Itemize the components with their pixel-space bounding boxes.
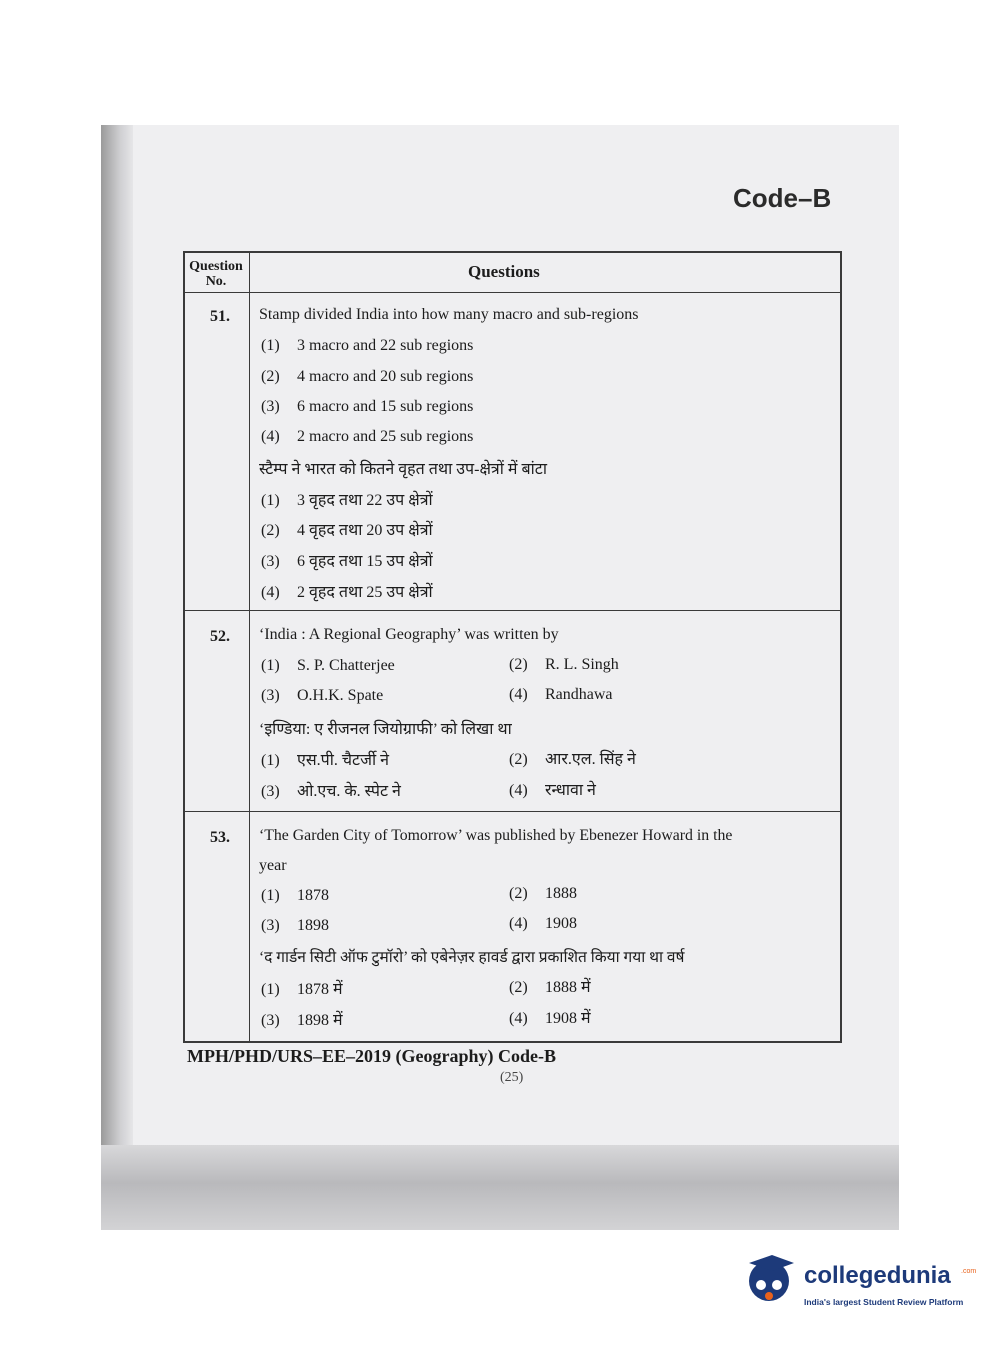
- option-number: (1): [261, 492, 280, 509]
- option-number: (3): [261, 917, 280, 934]
- option-number: (1): [261, 981, 280, 998]
- option-text: 1878 में: [297, 981, 343, 998]
- question-number: 51.: [210, 308, 230, 325]
- option: [261, 368, 473, 386]
- exam-footer: MPH/PHD/URS–EE–2019 (Geography) Code-B: [187, 1046, 556, 1066]
- question-number: 52.: [210, 628, 230, 645]
- option: [261, 687, 383, 705]
- option-number: (4): [509, 686, 528, 703]
- option-text: एस.पी. चैटर्जी ने: [297, 752, 390, 769]
- book-spine-shadow: [101, 125, 133, 1230]
- column-header-number-line1: Question: [189, 259, 243, 274]
- option: [509, 686, 613, 704]
- option-number: (3): [261, 398, 280, 415]
- option-hindi: [261, 779, 401, 801]
- option: [509, 915, 577, 933]
- option-text: 3 वृहद तथा 22 उप क्षेत्रों: [297, 492, 433, 509]
- option-hindi: [509, 975, 591, 997]
- option-hindi: [261, 549, 433, 571]
- option-hindi: [261, 1008, 343, 1030]
- option-text: S. P. Chatterjee: [297, 657, 395, 674]
- option-text: 1908: [545, 915, 577, 932]
- option-text: आर.एल. सिंह ने: [545, 751, 636, 768]
- option-text: 1888 में: [545, 979, 591, 996]
- option-text: रन्धावा ने: [545, 782, 596, 799]
- option-text: 3 macro and 22 sub regions: [297, 337, 474, 354]
- question-text-hindi: स्टैम्प ने भारत को कितने वृहत तथा उप-क्षेत्रों में बांटा: [259, 461, 547, 478]
- option-text: 6 macro and 15 sub regions: [297, 398, 474, 415]
- option: [261, 657, 395, 675]
- brand-tagline: India's largest Student Review Platform: [804, 1297, 964, 1307]
- row-divider: [185, 610, 840, 611]
- page-bottom-shadow: [101, 1145, 899, 1230]
- option-text: 4 वृहद तथा 20 उप क्षेत्रों: [297, 522, 433, 539]
- question-text: ‘The Garden City of Tomorrow’ was published by Ebenezer Howard in the: [259, 827, 733, 844]
- option-number: (2): [509, 751, 528, 768]
- option-number: (2): [509, 979, 528, 996]
- column-header-number: [184, 259, 248, 289]
- question-text-continued: year: [259, 857, 287, 874]
- option-text: 1888: [545, 885, 577, 902]
- option-hindi: [261, 977, 343, 999]
- option-hindi: [261, 748, 389, 770]
- paper-code: Code–B: [733, 183, 832, 213]
- question-text-hindi: ‘इण्डिया: ए रीजनल जियोग्राफी’ को लिखा था: [259, 721, 512, 738]
- option-number: (4): [509, 782, 528, 799]
- option-text: 2 macro and 25 sub regions: [297, 428, 474, 445]
- option-hindi: [509, 1006, 591, 1028]
- option-number: (1): [261, 752, 280, 769]
- option-text: 1898: [297, 917, 329, 934]
- column-header-questions: Questions: [468, 262, 540, 281]
- option-text: R. L. Singh: [545, 656, 619, 673]
- option-number: (3): [261, 553, 280, 570]
- option-hindi: [261, 488, 433, 510]
- option: [509, 656, 619, 674]
- option-number: (1): [261, 887, 280, 904]
- question-text: Stamp divided India into how many macro and sub-regions: [259, 306, 639, 323]
- option-text: ओ.एच. के. स्पेट ने: [297, 783, 401, 800]
- row-divider: [185, 811, 840, 812]
- option-number: (3): [261, 1012, 280, 1029]
- option-number: (1): [261, 657, 280, 674]
- option-number: (3): [261, 687, 280, 704]
- header-divider: [185, 292, 840, 293]
- option-text: O.H.K. Spate: [297, 687, 384, 704]
- option-hindi: [261, 518, 433, 540]
- option-text: 1878: [297, 887, 329, 904]
- page-number: (25): [500, 1070, 524, 1085]
- option-number: (4): [261, 428, 280, 445]
- column-divider: [249, 253, 250, 1041]
- option-number: (4): [261, 584, 280, 601]
- option-number: (4): [509, 915, 528, 932]
- option-text: Randhawa: [545, 686, 613, 703]
- option: [261, 917, 329, 935]
- question-text-hindi: ‘द गार्डन सिटी ऑफ टुमॉरो’ को एबेनेज़र हावर्ड द्वारा प्रकाशित किया गया था वर्ष: [259, 949, 685, 966]
- option-hindi: [509, 778, 596, 800]
- option-number: (2): [261, 368, 280, 385]
- option-hindi: [509, 747, 636, 769]
- option-number: (1): [261, 337, 280, 354]
- option: [509, 885, 577, 903]
- option: [261, 428, 473, 446]
- option-text: 1898 में: [297, 1012, 343, 1029]
- option-number: (2): [261, 522, 280, 539]
- option: [261, 887, 329, 905]
- option: [261, 398, 473, 416]
- option: [261, 337, 473, 355]
- option-number: (2): [509, 885, 528, 902]
- brand-name: collegedunia: [804, 1262, 951, 1289]
- questions-table: [183, 251, 842, 1043]
- option-hindi: [261, 580, 433, 602]
- column-header-number-line2: No.: [205, 274, 227, 289]
- option-text: 6 वृहद तथा 15 उप क्षेत्रों: [297, 553, 433, 570]
- option-number: (3): [261, 783, 280, 800]
- option-number: (2): [509, 656, 528, 673]
- option-number: (4): [509, 1010, 528, 1027]
- question-text: ‘India : A Regional Geography’ was written by: [259, 626, 559, 643]
- brand-suffix: .com: [961, 1268, 977, 1275]
- option-text: 2 वृहद तथा 25 उप क्षेत्रों: [297, 584, 433, 601]
- option-text: 1908 में: [545, 1010, 591, 1027]
- question-number: 53.: [210, 829, 230, 846]
- option-text: 4 macro and 20 sub regions: [297, 368, 474, 385]
